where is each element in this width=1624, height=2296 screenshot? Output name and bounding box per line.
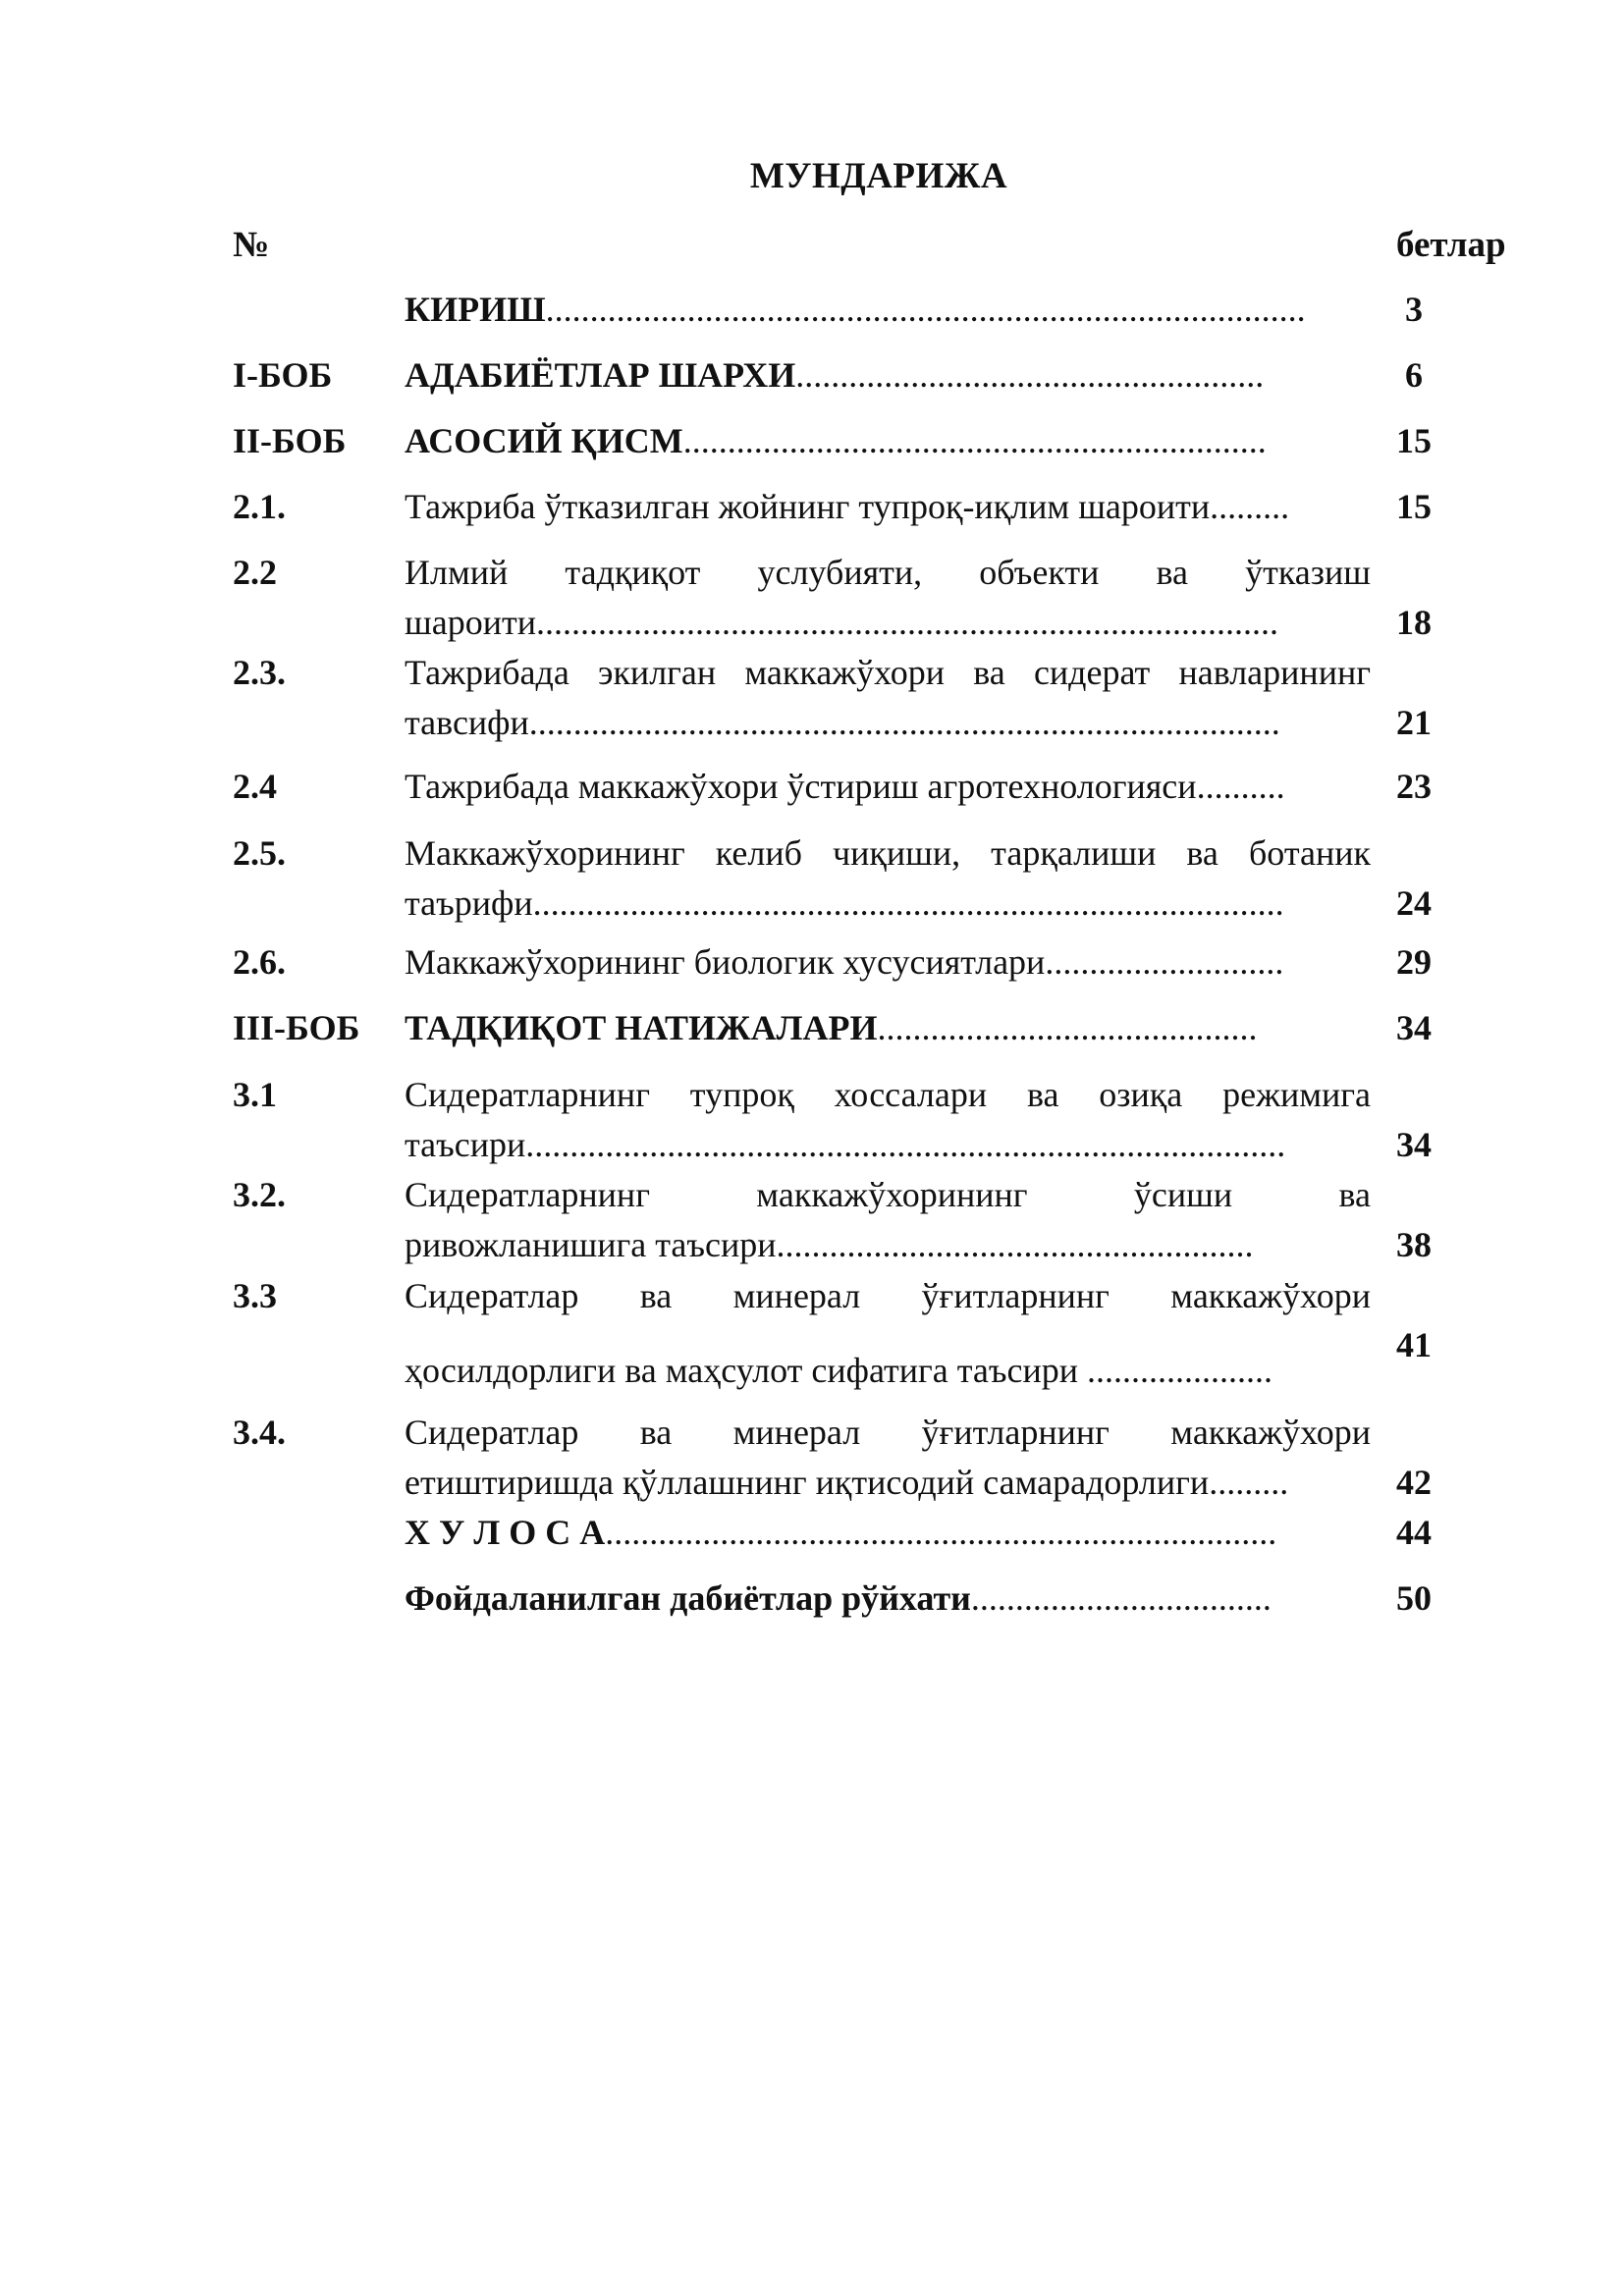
toc-dot-leader: ..................................	[970, 1578, 1272, 1618]
toc-line: етиштиришда қўллашнинг иқтисодий самарадорлиги	[405, 1463, 1210, 1502]
toc-entry-text	[405, 416, 1371, 466]
toc-entry-text	[405, 1070, 1371, 1170]
toc-dot-leader: .....................................................	[795, 355, 1265, 395]
toc-line: Тажрибада маккажўхори ўстириш агротехнологияси	[405, 767, 1197, 806]
toc-page-number: 15	[1396, 421, 1432, 460]
toc-page-number: 38	[1396, 1225, 1432, 1264]
toc-page-number: 3	[1405, 290, 1423, 329]
toc-number: III-БОБ	[233, 1008, 360, 1047]
toc-line: таъсири	[405, 1125, 526, 1164]
toc-line: Х У Л О С А	[405, 1513, 606, 1552]
header-pages-label: бетлар	[1396, 225, 1506, 265]
toc-line: Сидератлар ва минерал ўғитларнинг маккажўхори	[405, 1413, 1371, 1452]
header-number-label: №	[233, 225, 270, 265]
toc-line: Илмий тадқиқот услубияти, объекти ва ўтказиш	[405, 553, 1371, 592]
toc-page-number: 29	[1396, 942, 1432, 982]
toc-number: I-БОБ	[233, 355, 333, 395]
toc-line: Тажриба ўтказилган жойнинг тупроқ-иқлим шароити	[405, 487, 1211, 526]
toc-dot-leader: ......................................................	[776, 1225, 1254, 1264]
toc-dot-leader: ............................................................................	[605, 1513, 1277, 1552]
toc-page-number: 6	[1405, 355, 1423, 395]
toc-line: ТАДҚИҚОТ НАТИЖАЛАРИ	[405, 1008, 878, 1047]
toc-dot-leader: .........	[1210, 487, 1290, 526]
toc-number: 3.4.	[233, 1413, 286, 1452]
toc-page-number: 15	[1396, 487, 1432, 526]
toc-number: 3.3	[233, 1276, 277, 1315]
toc-entry-text	[405, 1508, 1371, 1558]
toc-line: АСОСИЙ ҚИСМ	[405, 421, 683, 460]
toc-number: 2.5.	[233, 833, 286, 873]
toc-entry-text	[405, 350, 1371, 400]
toc-dot-leader: ....................................................................................	[535, 603, 1278, 642]
toc-entry-text	[405, 762, 1371, 812]
toc-number: 2.4	[233, 767, 277, 806]
toc-dot-leader: .........	[1209, 1463, 1289, 1502]
toc-line: тавсифи	[405, 703, 529, 742]
toc-page-number: 34	[1396, 1008, 1432, 1047]
toc-number: 3.1	[233, 1075, 277, 1114]
toc-entry-text	[405, 1408, 1371, 1508]
toc-number: II-БОБ	[233, 421, 347, 460]
toc-page-number: 18	[1396, 603, 1432, 642]
toc-line: Сидератларнинг маккажўхорининг ўсиши ва	[405, 1175, 1371, 1214]
toc-line: КИРИШ	[405, 290, 546, 329]
toc-page-number: 41	[1396, 1325, 1432, 1364]
toc-line: ҳосилдорлиги ва маҳсулот сифатига таъсири	[405, 1351, 1088, 1390]
toc-entry-text	[405, 937, 1371, 988]
toc-entry-text	[405, 1271, 1371, 1404]
toc-entry-text	[405, 648, 1371, 748]
toc-dot-leader: .....................................................................................	[532, 883, 1284, 923]
toc-dot-leader: ..................................................................	[682, 421, 1267, 460]
toc-dot-leader: .....................	[1087, 1351, 1273, 1390]
toc-dot-leader: ......................................................................................	[525, 1125, 1286, 1164]
toc-number: 2.6.	[233, 942, 286, 982]
toc-entry-text	[405, 548, 1371, 648]
toc-dot-leader: ..........	[1196, 767, 1285, 806]
toc-entry-text	[405, 1574, 1371, 1624]
toc-page-number: 23	[1396, 767, 1432, 806]
toc-line: АДАБИЁТЛАР ШАРХИ	[405, 355, 796, 395]
toc-page-number: 42	[1396, 1463, 1432, 1502]
toc-number: 2.1.	[233, 487, 286, 526]
toc-number: 2.2	[233, 553, 277, 592]
toc-line: Фойдаланилган дабиётлар рўйхати	[405, 1578, 971, 1618]
toc-line: таърифи	[405, 883, 533, 923]
toc-line: ривожланишига таъсири	[405, 1225, 777, 1264]
toc-entry-text	[405, 285, 1371, 335]
toc-line: Сидератларнинг тупроқ хоссалари ва озиқа режимига	[405, 1075, 1371, 1114]
toc-number: 3.2.	[233, 1175, 286, 1214]
toc-page-number: 21	[1396, 703, 1432, 742]
toc-line: Маккажўхорининг биологик хусусиятлари	[405, 942, 1046, 982]
toc-line: Тажрибада экилган маккажўхори ва сидерат навларининг	[405, 653, 1371, 692]
toc-page-number: 34	[1396, 1125, 1432, 1164]
toc-page-number: 50	[1396, 1578, 1432, 1618]
toc-entry-text	[405, 482, 1371, 532]
page-title: МУНДАРИЖА	[749, 156, 1008, 196]
toc-number: 2.3.	[233, 653, 286, 692]
toc-line: Сидератлар ва минерал ўғитларнинг маккажўхори	[405, 1276, 1371, 1315]
toc-entry-text	[405, 1170, 1371, 1270]
toc-entry-text	[405, 828, 1371, 929]
toc-page-number: 44	[1396, 1513, 1432, 1552]
toc-dot-leader: ...........................	[1045, 942, 1284, 982]
toc-dot-leader: ...........................................	[877, 1008, 1258, 1047]
toc-entry-text	[405, 1003, 1371, 1053]
toc-line: шароити	[405, 603, 536, 642]
toc-line: Маккажўхорининг келиб чиқиши, тарқалиши ва ботаник	[405, 833, 1371, 873]
toc-dot-leader: .....................................................................................	[528, 703, 1280, 742]
toc-dot-leader: ......................................................................................	[545, 290, 1306, 329]
toc-page-number: 24	[1396, 883, 1432, 923]
